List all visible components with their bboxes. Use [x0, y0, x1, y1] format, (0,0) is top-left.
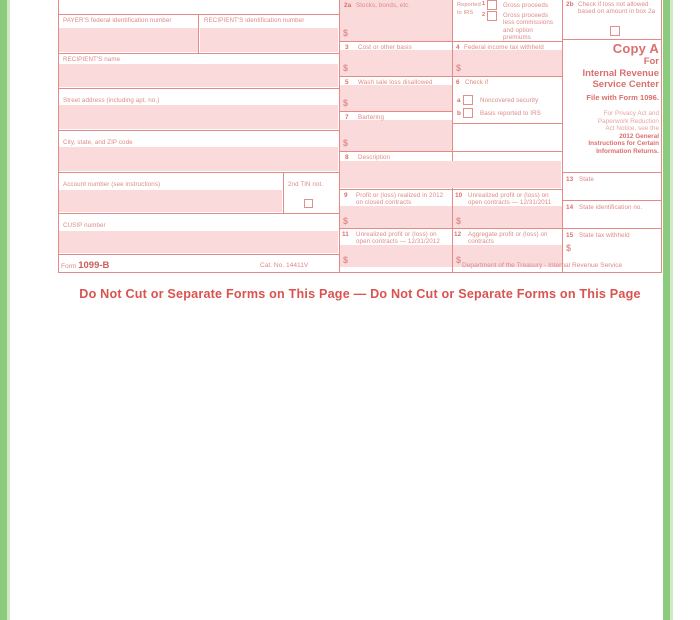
box-3-bottom-rule: [339, 76, 452, 77]
box-13-number: 13: [566, 176, 574, 183]
box-13-top-rule: [562, 172, 662, 173]
cusip-bottom-rule: [58, 254, 339, 255]
box-14-bottom-rule: [562, 228, 662, 229]
box-15-label: State tax withheld: [579, 232, 630, 239]
street-address-fill: [59, 105, 338, 129]
box-5-currency: $: [343, 98, 349, 108]
second-tin-label: 2nd TIN not.: [288, 181, 324, 188]
box-6-number: 6: [456, 79, 460, 86]
account-number-label: Account number (see instructions): [63, 181, 161, 188]
privacy-line-1: For Privacy Act and: [603, 110, 659, 117]
box-7-label: Bartering: [358, 114, 385, 121]
account-row-bottom-rule: [58, 213, 339, 214]
box-12-number: 12: [454, 231, 462, 238]
reported-to-irs-label-line2: to IRS: [457, 10, 474, 16]
box-12-currency: $: [456, 255, 462, 265]
box-3-fill: [340, 50, 452, 76]
box-9-bottom-rule: [339, 228, 562, 229]
city-state-zip-fill: [59, 147, 338, 171]
box-14-number: 14: [566, 204, 574, 211]
box-7-number: 7: [345, 114, 349, 121]
catalog-number: Cat. No. 14411V: [260, 262, 309, 269]
gross-proceeds-checkbox[interactable]: [487, 0, 497, 10]
noncovered-security-checkbox[interactable]: [463, 95, 473, 105]
street-address-bottom-rule: [58, 130, 339, 131]
box-6-label: Check if: [465, 79, 489, 86]
box-10-label: Unrealized profit or (loss) on open contracts — 12/31/2011: [468, 192, 552, 207]
privacy-act-notice: [562, 110, 659, 156]
box-7-currency: $: [343, 138, 349, 148]
copy-a-file-with-1096: File with Form 1096.: [586, 92, 659, 102]
box-5-bottom-rule: [339, 111, 452, 112]
box-2a-currency: $: [343, 28, 349, 38]
cusip-fill: [59, 231, 338, 253]
copy-a-irs-line1: Internal Revenue: [582, 67, 659, 79]
gross-proceeds-less-label: Gross proceeds less commissions and option premiums: [503, 12, 554, 42]
box-11-number: 11: [342, 231, 349, 238]
gross-proceeds-label: Gross proceeds: [503, 2, 549, 9]
box-4-currency: $: [456, 63, 462, 73]
basis-reported-irs-checkbox[interactable]: [463, 108, 473, 118]
page-edge-inner-left: [7, 0, 10, 620]
box-2a-number: 2a: [344, 2, 352, 9]
form-number-block: [61, 260, 109, 271]
box-6b-letter: b: [457, 110, 462, 117]
box-2b-label: Check if loss not allowed based on amount in box 2a: [578, 1, 656, 16]
second-tin-checkbox[interactable]: [304, 199, 313, 208]
box-13-bottom-rule: [562, 200, 662, 201]
box-10-fill: [453, 206, 562, 228]
recipient-name-label: RECIPIENT'S name: [63, 56, 121, 63]
privacy-line-5: Instructions for Certain: [588, 140, 659, 148]
reported-block-bottom-rule: [452, 41, 562, 42]
box-7-fill: [340, 120, 452, 151]
privacy-line-6: Information Returns.: [596, 147, 659, 155]
box-3-number: 3: [345, 44, 349, 51]
gross-proceeds-less-option-2-number: 2: [482, 12, 486, 18]
box-9-fill: [340, 206, 452, 228]
box-8-label: Description: [358, 154, 391, 161]
box-9-label: Profit or (loss) realized in 2012 on closed contracts: [356, 192, 444, 207]
city-state-zip-bottom-rule: [58, 172, 339, 173]
gross-proceeds-less-checkbox[interactable]: [487, 11, 497, 21]
street-address-label: Street address (including apt. no.): [63, 97, 160, 104]
recipient-tin-fill: [200, 28, 338, 52]
gross-proceeds-option-1-number: 1: [482, 1, 486, 7]
tin-row-bottom-rule: [58, 53, 339, 54]
box-11-label: Unrealized profit or (loss) on open contracts — 12/31/2012: [356, 231, 440, 246]
box-2a-bottom-rule: [339, 41, 452, 42]
box-6a-letter: a: [457, 97, 461, 104]
box-8-bottom-rule: [339, 189, 562, 190]
department-treasury-label: Department of the Treasury - Internal Revenue Service: [462, 262, 623, 269]
box-4-label: Federal income tax withheld: [464, 44, 544, 51]
box-7-bottom-rule: [339, 151, 562, 152]
page-edge-stripe-right: [663, 0, 670, 620]
box-2b-number: 2b: [566, 1, 574, 8]
box-6b-label: Basis reported to IRS: [480, 110, 541, 117]
box-8-number: 8: [345, 154, 349, 161]
account-number-fill: [59, 190, 282, 212]
box-11-fill: [340, 245, 452, 267]
box-2a-label: Stocks, bonds, etc.: [356, 2, 411, 9]
privacy-line-3: Act Notice, see the: [605, 125, 659, 133]
box-9-number: 9: [344, 192, 348, 199]
box-6a-label: Noncovered security: [480, 97, 539, 104]
box-2b-checkbox[interactable]: [610, 26, 620, 36]
box-2b-bottom-rule: [562, 39, 662, 40]
page-edge-inner-right: [670, 0, 673, 620]
second-tin-divider: [283, 172, 284, 213]
box-9-currency: $: [343, 216, 349, 226]
box-4-fill: [453, 50, 562, 76]
privacy-line-2: Paperwork Reduction: [597, 117, 659, 125]
reported-to-irs-label-line1: Reported: [457, 2, 481, 8]
cusip-label: CUSIP number: [63, 222, 106, 229]
box-10-currency: $: [456, 216, 462, 226]
box-3-currency: $: [343, 63, 349, 73]
city-state-zip-label: City, state, and ZIP code: [63, 139, 133, 146]
form-number-label: Form: [61, 263, 77, 270]
box-14-label: State identification no.: [579, 204, 643, 211]
box-5-label: Wash sale loss disallowed: [358, 79, 433, 86]
box-10-number: 10: [455, 192, 463, 199]
box-4-number: 4: [456, 44, 460, 51]
form-1099b: [58, 0, 662, 272]
box-15-number: 15: [566, 232, 574, 239]
copy-a-title: Copy A: [612, 41, 659, 56]
copy-a-for: For: [643, 56, 659, 67]
box-15-currency: $: [566, 243, 572, 253]
box-8-fill: [340, 161, 561, 188]
recipient-name-fill: [59, 64, 338, 87]
payer-tin-fill: [59, 28, 198, 52]
box-3-label: Cost or other basis: [358, 44, 412, 51]
box-4-bottom-rule: [452, 76, 562, 77]
copy-a-irs-line2: Service Center: [592, 79, 659, 90]
form-number-value: 1099-B: [78, 260, 110, 271]
page-edge-stripe-left: [0, 0, 7, 620]
recipient-tin-label: RECIPIENT'S identification number: [204, 17, 305, 24]
do-not-cut-notice: Do Not Cut or Separate Forms on This Page — Do Not Cut or Separate Forms on This Page: [79, 287, 641, 301]
privacy-line-4: 2012 General: [619, 132, 659, 140]
copy-a-block: [562, 41, 659, 102]
box-5-number: 5: [345, 79, 349, 86]
box-6-bottom-rule: [452, 123, 562, 124]
recipient-name-bottom-rule: [58, 88, 339, 89]
box-13-label: State: [579, 176, 594, 183]
box-5-fill: [340, 85, 452, 111]
tin-row-divider: [198, 14, 199, 53]
box-11-currency: $: [343, 255, 349, 265]
box-12-label: Aggregate profit or (loss) on contracts: [468, 231, 548, 246]
payer-tin-label: PAYER'S federal identification number: [63, 17, 172, 24]
